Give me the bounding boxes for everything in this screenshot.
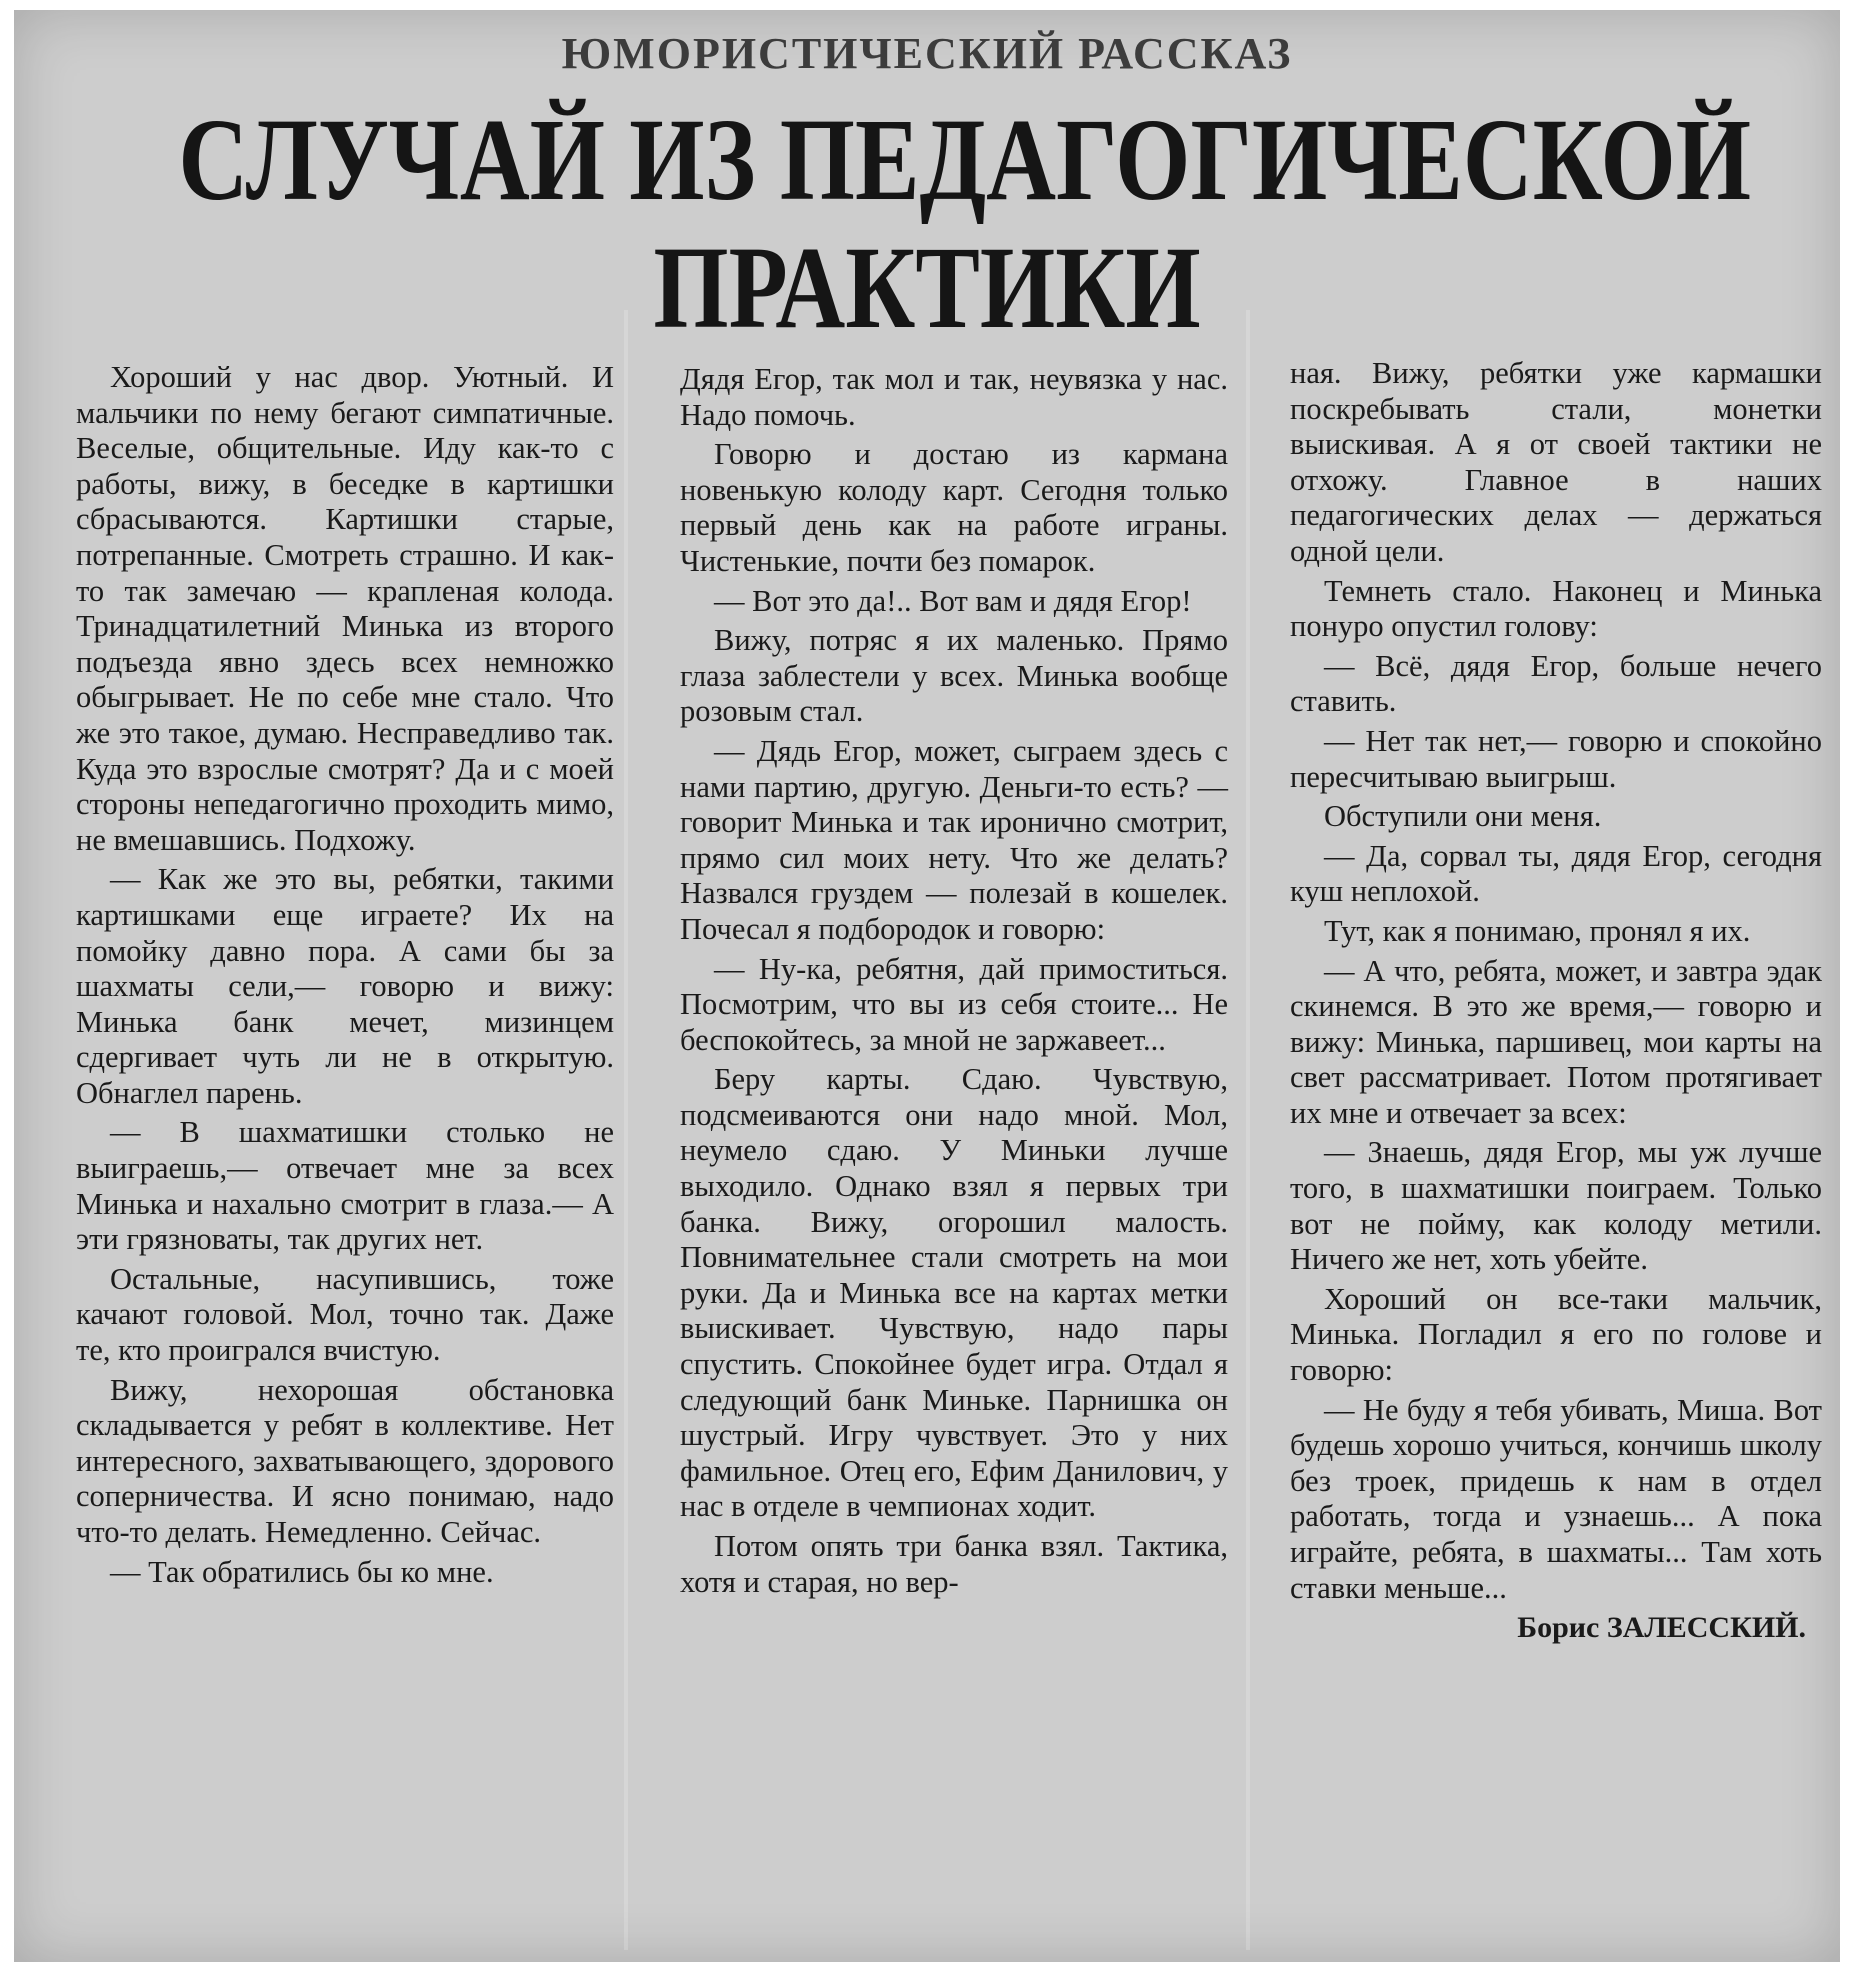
headline-line: ПРАКТИКИ (653, 222, 1201, 353)
paragraph: — Так обратились бы ко мне. (110, 1554, 494, 1589)
text-column-1 (76, 360, 614, 1594)
paragraph: Потом опять три банка взял. Тактика, хотя и старая, но вер- (680, 1529, 1228, 1599)
paragraph: ная. Вижу, ребятки уже кармашки поскребывать стали, монетки выискивая. А я от своей тактики не отхожу. Главное в наших педагогических делах — держаться одной цели. (1290, 356, 1822, 568)
paragraph: Остальные, насупившись, тоже качают головой. Мол, точно так. Даже те, кто проигрался вчистую. (76, 1261, 614, 1368)
paragraph: Обступили они меня. (1324, 799, 1602, 834)
paragraph: Хороший он все-таки мальчик, Минька. Погладил я его по голове и говорю: (1290, 1281, 1822, 1388)
paragraph: Говорю и достаю из кармана новенькую колоду карт. Сегодня только первый день как на работе играны. Чистенькие, почти без помарок. (680, 437, 1228, 578)
paragraph: — Всё, дядя Егор, больше нечего ставить. (1290, 648, 1822, 719)
author-byline: Борис ЗАЛЕССКИЙ. (1517, 1611, 1806, 1645)
paragraph: — Да, сорвал ты, дядя Егор, сегодня куш неплохой. (1290, 838, 1822, 909)
paragraph: Беру карты. Сдаю. Чувствую, подсмеиваются они надо мной. Мол, неумело сдаю. У Миньки лучше выходило. Однако взял я первых три банка. Вижу, огорошил малость. Повнимательнее стали смотреть на мои руки. Да и Минька все на картах метки выискивает. Чувствую, надо пары спустить. Спокойнее будет игра. Отдал я следующий банк Миньке. Парнишка он шустрый. Игру чувствует. Это у них фамильное. Отец его, Ефим Данилович, у нас в отделе в чемпионах ходит. (680, 1062, 1228, 1524)
paragraph: Вижу, потряс я их маленько. Прямо глаза заблестели у всех. Минька вообще розовым стал. (680, 623, 1228, 729)
paragraph: Вижу, нехорошая обстановка складывается у ребят в коллективе. Нет интересного, захватывающего, здорового соперничества. И ясно понимаю, надо что-то делать. Немедленно. Сейчас. (76, 1372, 614, 1549)
paragraph: — Нет так нет,— говорю и спокойно пересчитываю выигрыш. (1290, 723, 1822, 794)
paragraph: — Как же это вы, ребятки, такими картишками еще играете? Их на помойку давно пора. А сами бы за шахматы сели,— говорю и вижу: Минька банк мечет, мизинцем сдергивает чуть ли не в открытую. Обнаглел парень. (76, 862, 614, 1110)
fold-crease (624, 310, 628, 1950)
paragraph: — Дядь Егор, может, сыграем здесь с нами партию, другую. Деньги-то есть? — говорит Минька и так иронично смотрит, прямо сил моих нету. Что же делать? Назвался груздем — полезай в кошелек. Почесал я подбородок и говорю: (680, 733, 1228, 946)
paragraph: Хороший у нас двор. Уютный. И мальчики по нему бегают симпатичные. Веселые, общительные. Иду как-то с работы, вижу, в беседке в картишки сбрасываются. Картишки старые, потрепанные. Смотреть страшно. И как-то так замечаю — крапленая колода. Тринадцатилетний Минька из второго подъезда явно здесь всех немножко обыгрывает. Не по себе мне стало. Что же это такое, думаю. Несправедливо так. Куда это взрослые смотрят? Да и с моей стороны непедагогично проходить мимо, не вмешавшись. Подхожу. (76, 360, 614, 857)
paragraph: — Не буду я тебя убивать, Миша. Вот будешь хорошо учиться, кончишь школу без троек, придешь к нам в отдел работать, тогда и узнаешь... А пока играйте, ребята, в шахматы... Там хоть ставки меньше... (1290, 1392, 1822, 1605)
article-kicker: ЮМОРИСТИЧЕСКИЙ РАССКАЗ (561, 29, 1293, 78)
paragraph: — Знаешь, дядя Егор, мы уж лучше того, в шахматишки поиграем. Только вот не пойму, как колоду метили. Ничего же нет, хоть убейте. (1290, 1135, 1822, 1277)
headline-line: СЛУЧАЙ ИЗ ПЕДАГОГИЧЕСКОЙ (178, 94, 1751, 225)
paragraph: Тут, как я понимаю, пронял я их. (1324, 913, 1751, 948)
paragraph: Дядя Егор, так мол и так, неувязка у нас. Надо помочь. (680, 362, 1228, 432)
paragraph: — Вот это да!.. Вот вам и дядя Егор! (714, 583, 1192, 618)
paragraph: — Ну-ка, ребятня, дай примоститься. Посмотрим, что вы из себя стоите... Не беспокойтесь, за мной не заржавеет... (680, 951, 1228, 1057)
article-headline (178, 94, 1751, 353)
fold-crease (1246, 310, 1250, 1950)
paragraph: — В шахматишки столько не выиграешь,— отвечает мне за всех Минька и нахально смотрит в глаза.— А эти грязноваты, так других нет. (76, 1115, 614, 1257)
text-column-3 (1290, 356, 1822, 1650)
newspaper-clipping (14, 10, 1840, 1962)
paragraph: — А что, ребята, может, и завтра эдак скинемся. В это же время,— говорю и вижу: Минька, паршивец, мои карты на свет рассматривает. Потом протягивает их мне и отвечает за всех: (1290, 953, 1822, 1130)
text-column-2 (680, 362, 1228, 1604)
paragraph: Темнеть стало. Наконец и Минька понуро опустил голову: (1290, 573, 1822, 644)
